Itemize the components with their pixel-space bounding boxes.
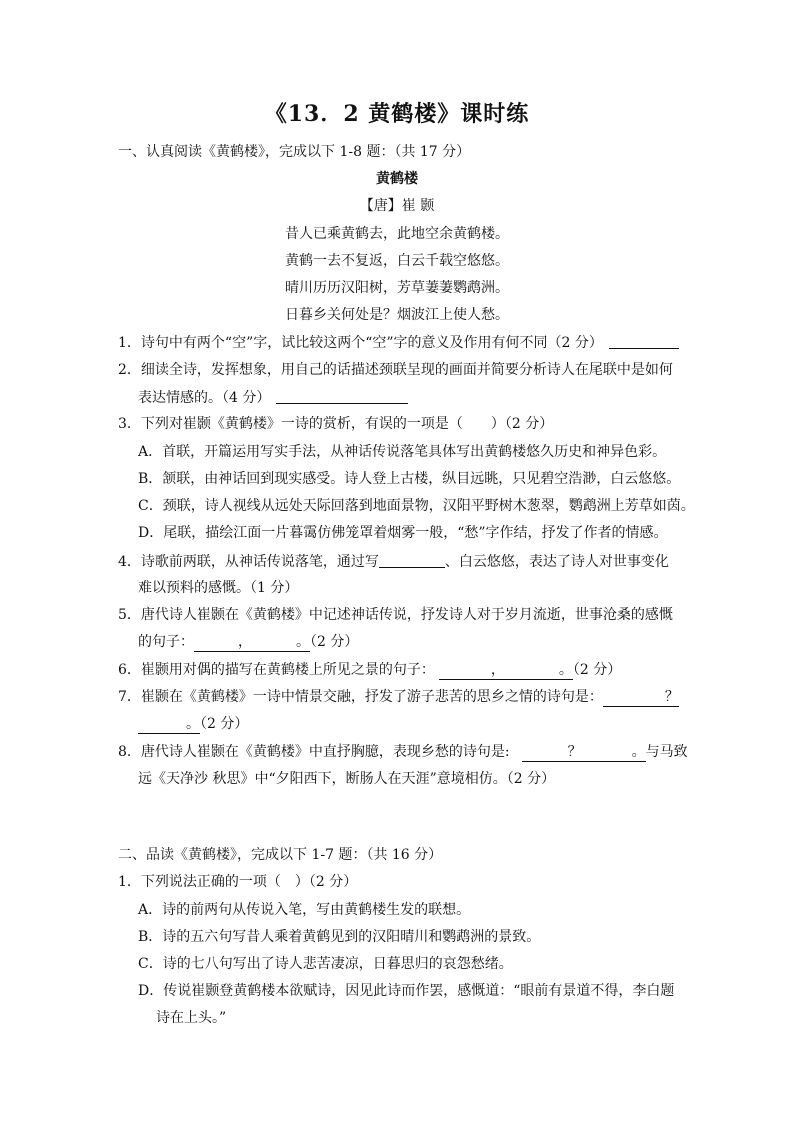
question-text: 的句子： bbox=[138, 634, 194, 650]
poem-line: 黄鹤一去不复返，白云千载空悠悠。 bbox=[285, 253, 509, 269]
section2-heading: 二、品读《黄鹤楼》，完成以下 1-7 题：（共 16 分） bbox=[118, 847, 443, 863]
question-8-cont: 远《天净沙 秋思》中“夕阳西下，断肠人在天涯”意境相仿。（2 分） bbox=[138, 771, 556, 787]
answer-blank[interactable] bbox=[379, 551, 445, 568]
answer-blank[interactable] bbox=[194, 634, 310, 652]
option-c: C．颈联，诗人视线从远处天际回落到地面景物，汉阳平野树木葱翠，鹦鹉洲上芳草如茵。 bbox=[138, 498, 695, 514]
question-3: 3．下列对崔颢《黄鹤楼》一诗的赏析，有误的一项是（ ）（2 分） bbox=[118, 416, 554, 432]
poem-line: 昔人已乘黄鹤去，此地空余黄鹤楼。 bbox=[285, 226, 509, 242]
question-score: （2 分） bbox=[310, 634, 359, 650]
blank-comma: ， bbox=[238, 634, 252, 650]
question-1 bbox=[118, 332, 679, 353]
question-score: （2 分） bbox=[200, 716, 249, 732]
question-2-cont bbox=[138, 387, 408, 408]
poem-line: 日暮乡关何处是？烟波江上使人愁。 bbox=[285, 307, 509, 323]
question-text: 8．唐代诗人崔颢在《黄鹤楼》中直抒胸臆，表现乡愁的诗句是: bbox=[118, 744, 510, 760]
blank-period: 。 bbox=[558, 662, 573, 678]
blank-comma: ， bbox=[490, 662, 505, 678]
option-b: B．颔联，由神话回到现实感受。诗人登上古楼，纵目远眺，只见碧空浩渺，白云悠悠。 bbox=[138, 471, 681, 487]
answer-blank[interactable] bbox=[276, 387, 408, 404]
answer-blank[interactable] bbox=[609, 332, 679, 349]
question-2: 2．细读全诗，发挥想象，用自己的话描述颈联呈现的画面并简要分析诗人在尾联中是如何 bbox=[118, 362, 673, 378]
question-7-cont bbox=[138, 714, 248, 734]
question-text: 4．诗歌前两联，从神话传说落笔，通过写 bbox=[118, 554, 379, 570]
question-5-cont bbox=[138, 632, 358, 652]
answer-blank[interactable] bbox=[522, 744, 646, 762]
question-4-cont: 难以预料的感慨。（1 分） bbox=[138, 580, 299, 596]
option-c: C．诗的七八句写出了诗人悲苦凄凉，日暮思归的哀怨愁绪。 bbox=[138, 956, 513, 972]
option-b: B．诗的五六句写昔人乘着黄鹤见到的汉阳晴川和鹦鹉洲的景致。 bbox=[138, 929, 541, 945]
answer-blank[interactable] bbox=[603, 689, 679, 707]
question-score: （2 分） bbox=[572, 662, 622, 678]
poem-title: 黄鹤楼 bbox=[376, 171, 418, 187]
blank-period: 。 bbox=[186, 716, 200, 732]
question-text: 、白云悠悠，表达了诗人对世事变化 bbox=[444, 554, 669, 570]
page-title: 《13．2 黄鹤楼》课时练 bbox=[264, 101, 530, 127]
question-7 bbox=[118, 687, 679, 707]
blank-question-mark: ？ bbox=[567, 744, 582, 760]
blank-period: 。 bbox=[296, 634, 310, 650]
question-text: 表达情感的。（4 分） bbox=[138, 390, 271, 406]
question-4 bbox=[118, 551, 669, 572]
section1-heading: 一、认真阅读《黄鹤楼》，完成以下 1-8 题：（共 17 分） bbox=[118, 144, 471, 160]
question-6 bbox=[118, 660, 621, 680]
question-text: 6．崔颢用对偶的描写在黄鹤楼上所见之景的句子： bbox=[118, 662, 435, 678]
blank-question-mark: ？ bbox=[664, 689, 679, 705]
poem-author: 【唐】崔 颢 bbox=[359, 198, 435, 214]
poem-line: 晴川历历汉阳树，芳草萋萋鹦鹉洲。 bbox=[285, 280, 509, 296]
answer-blank[interactable] bbox=[439, 662, 573, 680]
section2-question-1: 1．下列说法正确的一项（ ）（2 分） bbox=[118, 874, 358, 890]
option-d-cont: 诗在上头。” bbox=[156, 1010, 227, 1026]
option-d: D．尾联，描绘江面一片暮霭仿佛笼罩着烟雾一般，“愁”字作结，抒发了作者的情感。 bbox=[138, 525, 668, 541]
option-a: A．诗的前两句从传说入笔，写由黄鹤楼生发的联想。 bbox=[138, 902, 471, 918]
question-text: 7．崔颢在《黄鹤楼》一诗中情景交融，抒发了游子悲苦的思乡之情的诗句是： bbox=[118, 689, 603, 705]
question-text: 1．诗句中有两个“空”字，试比较这两个“空”字的意义及作用有何不同（2 分） bbox=[118, 335, 603, 351]
question-8 bbox=[118, 742, 688, 762]
option-d: D．传说崔颢登黄鹤楼本欲赋诗，因见此诗而作罢，感慨道：“眼前有景道不得，李白题 bbox=[138, 983, 675, 999]
question-text: 与马致 bbox=[645, 744, 688, 760]
option-a: A．首联，开篇运用写实手法，从神话传说落笔具体写出黄鹤楼悠久历史和神异色彩。 bbox=[138, 444, 667, 460]
answer-blank[interactable] bbox=[138, 716, 200, 734]
question-5: 5．唐代诗人崔颢在《黄鹤楼》中记述神话传说，抒发诗人对于岁月流逝，世事沧桑的感慨 bbox=[118, 607, 673, 623]
blank-period: 。 bbox=[631, 744, 646, 760]
